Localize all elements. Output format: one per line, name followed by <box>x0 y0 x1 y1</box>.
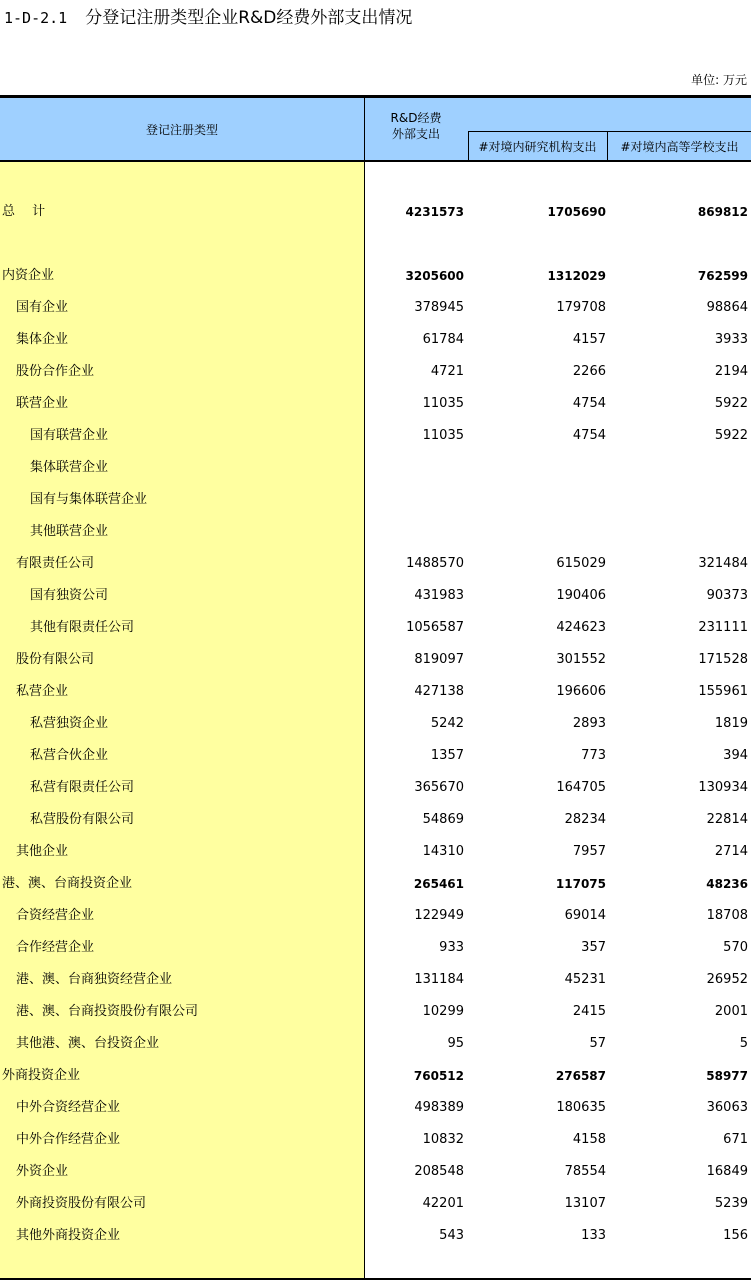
cell-research-institutes: 4157 <box>572 332 606 347</box>
cell-research-institutes: 276587 <box>555 1069 606 1083</box>
cell-total-expenditure: 819097 <box>414 652 464 667</box>
table-code: 1-D-2.1 <box>4 9 68 27</box>
row-label: 合资经营企业 <box>16 908 95 923</box>
cell-universities: 570 <box>723 940 748 955</box>
header-divider-1 <box>364 98 365 160</box>
cell-research-institutes: 301552 <box>556 652 606 667</box>
cell-total-expenditure: 498389 <box>414 1100 464 1115</box>
table-row <box>0 746 751 766</box>
table-row <box>0 778 751 798</box>
cell-total-expenditure: 427138 <box>414 684 464 699</box>
cell-research-institutes: 179708 <box>556 300 606 315</box>
row-label: 股份合作企业 <box>16 364 95 379</box>
cell-research-institutes: 133 <box>581 1228 606 1243</box>
row-label: 外商投资企业 <box>2 1068 81 1083</box>
header-universities: #对境内高等学校支出 <box>620 139 739 154</box>
table-bottom-rule <box>0 1278 751 1280</box>
page-title <box>4 6 412 30</box>
cell-research-institutes: 57 <box>589 1036 606 1051</box>
table-header <box>0 98 751 160</box>
cell-universities: 1819 <box>714 716 748 731</box>
cell-research-institutes: 117075 <box>555 877 606 891</box>
table-row <box>0 1130 751 1150</box>
cell-total-expenditure: 365670 <box>414 780 464 795</box>
table-row <box>0 618 751 638</box>
cell-universities: 48236 <box>706 877 748 891</box>
cell-total-expenditure: 95 <box>447 1036 464 1051</box>
cell-research-institutes: 78554 <box>564 1164 606 1179</box>
table-row <box>0 842 751 862</box>
cell-total-expenditure: 1056587 <box>406 620 464 635</box>
row-label: 集体企业 <box>16 332 69 347</box>
table-row <box>0 1194 751 1214</box>
row-label: 总 计 <box>2 204 46 219</box>
table-body <box>0 162 751 1278</box>
cell-total-expenditure: 265461 <box>413 877 464 891</box>
table-row <box>0 682 751 702</box>
cell-total-expenditure: 3205600 <box>405 269 464 283</box>
cell-universities: 3933 <box>714 332 748 347</box>
cell-total-expenditure: 933 <box>439 940 464 955</box>
cell-research-institutes: 357 <box>581 940 606 955</box>
cell-universities: 5 <box>739 1036 748 1051</box>
cell-total-expenditure: 131184 <box>414 972 464 987</box>
table-row <box>0 394 751 414</box>
table-row <box>0 1162 751 1182</box>
cell-research-institutes: 1312029 <box>547 269 606 283</box>
cell-universities: 869812 <box>697 205 748 219</box>
cell-universities: 5239 <box>714 1196 748 1211</box>
header-divider-2 <box>468 131 469 160</box>
cell-research-institutes: 2893 <box>572 716 606 731</box>
table-row <box>0 714 751 734</box>
row-label: 国有独资公司 <box>30 588 109 603</box>
cell-research-institutes: 28234 <box>564 812 606 827</box>
cell-total-expenditure: 378945 <box>414 300 464 315</box>
cell-research-institutes: 180635 <box>556 1100 606 1115</box>
cell-universities: 762599 <box>697 269 748 283</box>
cell-universities: 171528 <box>698 652 748 667</box>
cell-total-expenditure: 42201 <box>422 1196 464 1211</box>
unit-label: 单位: 万元 <box>691 73 747 87</box>
cell-universities: 5922 <box>714 396 748 411</box>
cell-total-expenditure: 10299 <box>422 1004 464 1019</box>
cell-total-expenditure: 431983 <box>414 588 464 603</box>
cell-total-expenditure: 208548 <box>414 1164 464 1179</box>
cell-research-institutes: 2266 <box>572 364 606 379</box>
row-label: 其他联营企业 <box>30 524 109 539</box>
cell-universities: 321484 <box>698 556 748 571</box>
cell-universities: 231111 <box>698 620 748 635</box>
row-label: 集体联营企业 <box>30 460 109 475</box>
cell-universities: 394 <box>723 748 748 763</box>
cell-total-expenditure: 11035 <box>422 428 464 443</box>
row-label: 其他有限责任公司 <box>30 620 135 635</box>
cell-research-institutes: 69014 <box>564 908 606 923</box>
row-label: 私营合伙企业 <box>30 748 109 763</box>
table-row <box>0 426 751 446</box>
cell-universities: 16849 <box>706 1164 748 1179</box>
header-total-expenditure: R&D经费 外部支出 <box>390 111 442 141</box>
cell-universities: 2714 <box>714 844 748 859</box>
cell-total-expenditure: 760512 <box>413 1069 464 1083</box>
cell-total-expenditure: 14310 <box>422 844 464 859</box>
row-label: 其他外商投资企业 <box>16 1228 121 1243</box>
cell-total-expenditure: 4231573 <box>405 205 464 219</box>
table-row <box>0 202 751 222</box>
row-label: 私营股份有限公司 <box>30 812 135 827</box>
table-row <box>0 298 751 318</box>
cell-research-institutes: 190406 <box>556 588 606 603</box>
table-row <box>0 554 751 574</box>
row-label: 私营企业 <box>16 684 69 699</box>
row-label: 外资企业 <box>16 1164 69 1179</box>
cell-total-expenditure: 122949 <box>414 908 464 923</box>
cell-universities: 2001 <box>714 1004 748 1019</box>
table-row <box>0 1066 751 1086</box>
cell-universities: 58977 <box>706 1069 748 1083</box>
table-row <box>0 522 751 542</box>
cell-universities: 22814 <box>706 812 748 827</box>
row-label: 股份有限公司 <box>16 652 95 667</box>
table-row <box>0 970 751 990</box>
cell-research-institutes: 196606 <box>556 684 606 699</box>
cell-total-expenditure: 543 <box>439 1228 464 1243</box>
cell-total-expenditure: 61784 <box>422 332 464 347</box>
cell-total-expenditure: 10832 <box>422 1132 464 1147</box>
row-label: 国有联营企业 <box>30 428 109 443</box>
data-table <box>0 95 751 1281</box>
table-row <box>0 938 751 958</box>
cell-universities: 2194 <box>714 364 748 379</box>
cell-universities: 26952 <box>706 972 748 987</box>
row-label: 其他港、澳、台投资企业 <box>16 1036 160 1051</box>
row-label: 港、澳、台商独资经营企业 <box>16 972 173 987</box>
cell-research-institutes: 424623 <box>556 620 606 635</box>
row-label: 中外合作经营企业 <box>16 1132 121 1147</box>
cell-total-expenditure: 1357 <box>430 748 464 763</box>
cell-research-institutes: 13107 <box>564 1196 606 1211</box>
cell-total-expenditure: 54869 <box>422 812 464 827</box>
cell-total-expenditure: 4721 <box>430 364 464 379</box>
row-label: 内资企业 <box>2 268 55 283</box>
table-row <box>0 810 751 830</box>
row-label: 中外合资经营企业 <box>16 1100 121 1115</box>
row-label: 港、澳、台商投资股份有限公司 <box>16 1004 199 1019</box>
table-row <box>0 650 751 670</box>
cell-universities: 98864 <box>706 300 748 315</box>
row-label: 国有企业 <box>16 300 69 315</box>
cell-universities: 5922 <box>714 428 748 443</box>
row-label: 外商投资股份有限公司 <box>16 1196 147 1211</box>
table-row <box>0 330 751 350</box>
cell-universities: 130934 <box>698 780 748 795</box>
cell-research-institutes: 1705690 <box>547 205 606 219</box>
cell-universities: 18708 <box>706 908 748 923</box>
table-row <box>0 490 751 510</box>
cell-research-institutes: 7957 <box>572 844 606 859</box>
cell-universities: 155961 <box>698 684 748 699</box>
row-label: 联营企业 <box>16 396 69 411</box>
table-row <box>0 1226 751 1246</box>
table-row <box>0 266 751 286</box>
cell-research-institutes: 615029 <box>556 556 606 571</box>
table-row <box>0 1098 751 1118</box>
header-divider-3 <box>607 131 608 160</box>
table-row <box>0 906 751 926</box>
row-label: 港、澳、台商投资企业 <box>2 876 133 891</box>
cell-research-institutes: 2415 <box>572 1004 606 1019</box>
cell-research-institutes: 4754 <box>572 396 606 411</box>
table-row <box>0 1002 751 1022</box>
cell-research-institutes: 773 <box>581 748 606 763</box>
row-label: 国有与集体联营企业 <box>30 492 148 507</box>
cell-research-institutes: 4754 <box>572 428 606 443</box>
cell-total-expenditure: 11035 <box>422 396 464 411</box>
cell-total-expenditure: 5242 <box>430 716 464 731</box>
cell-universities: 36063 <box>706 1100 748 1115</box>
cell-total-expenditure: 1488570 <box>406 556 464 571</box>
row-label: 私营独资企业 <box>30 716 109 731</box>
cell-research-institutes: 4158 <box>572 1132 606 1147</box>
header-research-institutes: #对境内研究机构支出 <box>478 139 597 154</box>
cell-research-institutes: 164705 <box>556 780 606 795</box>
row-label: 有限责任公司 <box>16 556 95 571</box>
table-row <box>0 458 751 478</box>
row-label: 私营有限责任公司 <box>30 780 135 795</box>
cell-universities: 671 <box>723 1132 748 1147</box>
table-row <box>0 1034 751 1054</box>
table-row <box>0 362 751 382</box>
cell-research-institutes: 45231 <box>564 972 606 987</box>
row-label: 合作经营企业 <box>16 940 95 955</box>
row-label: 其他企业 <box>16 844 69 859</box>
cell-universities: 156 <box>723 1228 748 1243</box>
header-registration-type: 登记注册类型 <box>145 122 218 137</box>
table-row <box>0 586 751 606</box>
cell-universities: 90373 <box>706 588 748 603</box>
table-title-text: 分登记注册类型企业R&D经费外部支出情况 <box>85 8 413 28</box>
table-row <box>0 874 751 894</box>
